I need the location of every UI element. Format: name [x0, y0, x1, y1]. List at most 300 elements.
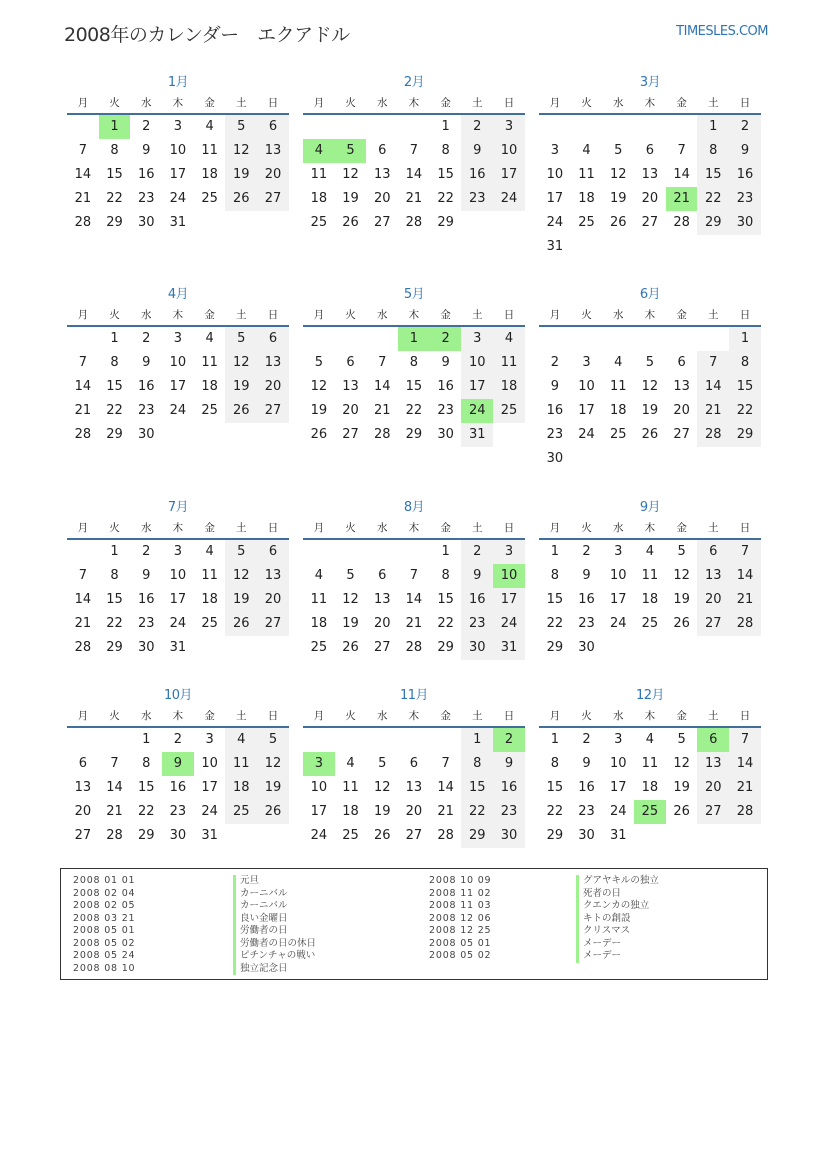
- day-cell: 11: [225, 752, 257, 776]
- day-cell: 8: [110, 355, 119, 370]
- day-cell: 12: [310, 379, 328, 394]
- day-grid: [539, 327, 761, 471]
- empty-cell: [634, 327, 666, 351]
- day-cell: 24: [461, 399, 493, 423]
- day-cell: 13: [257, 564, 289, 588]
- day-cell: 16: [137, 379, 155, 394]
- day-cell: 23: [578, 616, 595, 631]
- day-cell: 22: [546, 616, 564, 631]
- day-cell: 9: [729, 139, 761, 163]
- day-cell: 27: [257, 612, 289, 636]
- weekday-label: 日: [503, 97, 515, 109]
- day-cell: 5: [378, 756, 387, 771]
- day-cell: 27: [373, 215, 391, 230]
- holiday-date: 2008 05 01: [73, 925, 136, 936]
- empty-cell: [366, 540, 398, 564]
- holiday-date: 2008 11 02: [429, 887, 492, 899]
- day-cell: 3: [493, 540, 525, 564]
- day-cell: 10: [609, 568, 627, 583]
- empty-cell: [303, 115, 335, 139]
- empty-cell: [666, 824, 698, 848]
- day-cell: 8: [550, 756, 559, 771]
- weekday-label: 金: [204, 522, 215, 534]
- day-cell: 20: [373, 191, 391, 206]
- weekday-label: 金: [676, 97, 687, 109]
- day-cell: 16: [546, 403, 564, 418]
- day-cell: 28: [106, 828, 123, 843]
- day-cell: 6: [409, 756, 419, 771]
- empty-cell: [602, 115, 634, 139]
- day-cell: 29: [106, 640, 123, 655]
- weekday-label: 日: [739, 309, 751, 321]
- day-cell: 13: [641, 167, 659, 182]
- day-cell: 4: [645, 544, 655, 559]
- day-cell: 12: [609, 167, 627, 182]
- day-cell: 3: [303, 752, 335, 776]
- day-cell: 11: [201, 355, 218, 370]
- day-cell: 4: [346, 756, 355, 771]
- day-cell: 28: [74, 215, 92, 230]
- day-cell: 30: [729, 211, 761, 235]
- empty-cell: [634, 235, 666, 259]
- holiday-date: 2008 05 01: [429, 937, 492, 949]
- weekday-label: 木: [408, 309, 420, 321]
- empty-cell: [430, 728, 462, 752]
- empty-cell: [697, 235, 729, 259]
- day-cell: 24: [493, 612, 525, 636]
- month-name: 9月: [639, 500, 661, 515]
- day-cell: 19: [225, 588, 257, 612]
- day-cell: 23: [493, 800, 525, 824]
- day-cell: 22: [405, 403, 423, 418]
- day-cell: 29: [461, 824, 493, 848]
- month-calendar: [67, 283, 289, 447]
- day-cell: 30: [546, 451, 564, 466]
- day-cell: 18: [201, 592, 218, 607]
- day-cell: 12: [673, 756, 690, 771]
- weekday-label: 日: [503, 710, 515, 722]
- day-cell: 25: [310, 640, 328, 655]
- day-cell: 20: [257, 163, 289, 187]
- day-cell: 9: [582, 756, 591, 771]
- day-cell: 26: [373, 828, 391, 843]
- day-grid: [67, 115, 289, 235]
- weekday-label: 土: [236, 97, 247, 109]
- day-cell: 20: [373, 616, 391, 631]
- day-cell: 27: [405, 828, 423, 843]
- day-cell: 4: [314, 568, 323, 583]
- empty-cell: [697, 327, 729, 351]
- weekday-label: 水: [612, 522, 624, 534]
- day-cell: 28: [729, 612, 761, 636]
- weekday-label: 金: [440, 522, 451, 534]
- empty-cell: [303, 540, 335, 564]
- day-cell: 9: [582, 568, 591, 583]
- day-cell: 14: [373, 379, 391, 394]
- day-cell: 12: [225, 564, 257, 588]
- weekday-label: 木: [408, 522, 420, 534]
- day-cell: 19: [342, 191, 359, 206]
- weekday-label: 日: [739, 710, 751, 722]
- day-cell: 20: [697, 588, 729, 612]
- day-cell: 16: [169, 780, 187, 795]
- day-cell: 17: [169, 379, 187, 394]
- weekday-label: 水: [612, 710, 624, 722]
- month-calendar: [303, 283, 525, 447]
- month-name: 2月: [403, 75, 425, 90]
- day-cell: 20: [673, 403, 690, 418]
- day-cell: 28: [437, 828, 454, 843]
- holiday-date: 2008 11 03: [429, 900, 492, 911]
- holiday-date: 2008 01 01: [73, 875, 136, 886]
- day-cell: 15: [106, 167, 123, 182]
- day-cell: 22: [546, 804, 564, 819]
- day-cell: 15: [405, 379, 423, 394]
- month-name: 5月: [403, 287, 425, 302]
- weekday-label: 水: [376, 309, 388, 321]
- holiday-name: クエンカの独立: [576, 900, 659, 913]
- day-cell: 8: [441, 568, 450, 583]
- day-cell: 29: [546, 828, 564, 843]
- day-cell: 25: [578, 215, 595, 230]
- empty-cell: [257, 423, 289, 447]
- day-cell: 11: [609, 379, 627, 394]
- empty-cell: [225, 423, 257, 447]
- day-cell: 25: [634, 800, 666, 824]
- day-cell: 27: [673, 427, 690, 442]
- empty-cell: [729, 636, 761, 660]
- holiday-date: 2008 05 24: [73, 950, 136, 961]
- day-cell: 16: [461, 588, 493, 612]
- empty-cell: [634, 447, 666, 471]
- weekday-label: 月: [77, 309, 89, 321]
- day-cell: 9: [162, 752, 194, 776]
- month-calendar: [67, 71, 289, 235]
- holiday-name: 死者の日: [576, 888, 659, 901]
- empty-cell: [67, 115, 99, 139]
- day-cell: 20: [257, 375, 289, 399]
- day-cell: 18: [641, 592, 659, 607]
- day-cell: 14: [697, 375, 729, 399]
- day-cell: 17: [201, 780, 218, 795]
- day-cell: 11: [201, 568, 218, 583]
- day-cell: 10: [546, 167, 564, 182]
- weekday-header: [303, 708, 525, 728]
- day-cell: 5: [645, 355, 655, 370]
- day-grid: [67, 327, 289, 447]
- weekday-label: 火: [109, 522, 120, 534]
- weekday-label: 水: [140, 309, 152, 321]
- day-cell: 4: [493, 327, 525, 351]
- day-cell: 23: [137, 191, 155, 206]
- day-cell: 29: [729, 423, 761, 447]
- holiday-name: クリスマス: [576, 925, 659, 938]
- day-cell: 26: [342, 215, 359, 230]
- holiday-name: 労働者の日の休日: [233, 938, 316, 951]
- empty-cell: [303, 327, 335, 351]
- day-cell: 25: [609, 427, 627, 442]
- day-cell: 7: [110, 756, 119, 771]
- weekday-label: 水: [376, 522, 388, 534]
- month-name: 8月: [403, 500, 425, 515]
- month-calendar: [303, 496, 525, 660]
- day-cell: 5: [677, 732, 686, 747]
- day-cell: 14: [673, 167, 690, 182]
- day-cell: 5: [677, 544, 686, 559]
- day-cell: 1: [142, 732, 151, 747]
- day-cell: 3: [582, 355, 591, 370]
- day-cell: 19: [373, 804, 391, 819]
- weekday-label: 月: [313, 309, 325, 321]
- empty-cell: [697, 636, 729, 660]
- day-cell: 21: [74, 616, 92, 631]
- day-cell: 29: [437, 215, 454, 230]
- day-cell: 1: [110, 331, 119, 346]
- day-cell: 1: [441, 119, 450, 134]
- day-cell: 31: [169, 640, 187, 655]
- day-cell: 15: [106, 379, 123, 394]
- day-cell: 2: [493, 728, 525, 752]
- day-cell: 19: [342, 616, 359, 631]
- day-cell: 19: [673, 780, 690, 795]
- day-cell: 23: [137, 616, 155, 631]
- day-cell: 5: [225, 540, 257, 564]
- day-grid: [303, 115, 525, 235]
- weekday-label: 水: [376, 97, 388, 109]
- day-cell: 10: [493, 139, 525, 163]
- day-cell: 30: [578, 640, 595, 655]
- day-cell: 7: [78, 355, 87, 370]
- weekday-label: 土: [708, 309, 719, 321]
- day-cell: 12: [225, 139, 257, 163]
- weekday-label: 金: [204, 309, 215, 321]
- weekday-label: 月: [77, 522, 89, 534]
- day-cell: 8: [110, 568, 119, 583]
- day-cell: 26: [225, 612, 257, 636]
- day-cell: 11: [493, 351, 525, 375]
- empty-cell: [99, 728, 131, 752]
- day-cell: 19: [225, 163, 257, 187]
- day-cell: 4: [205, 544, 214, 559]
- day-cell: 21: [373, 403, 391, 418]
- month-name: 6月: [639, 287, 661, 302]
- holiday-date: 2008 05 02: [73, 937, 136, 949]
- day-cell: 21: [74, 191, 92, 206]
- day-cell: 21: [729, 588, 761, 612]
- weekday-label: 日: [503, 309, 515, 321]
- holiday-date: 2008 02 04: [73, 887, 136, 899]
- day-cell: 4: [205, 119, 214, 134]
- day-cell: 8: [441, 143, 450, 158]
- day-cell: 15: [437, 592, 454, 607]
- day-cell: 10: [169, 143, 187, 158]
- day-cell: 7: [78, 568, 87, 583]
- empty-cell: [634, 115, 666, 139]
- day-cell: 10: [461, 351, 493, 375]
- day-cell: 8: [461, 752, 493, 776]
- day-cell: 11: [641, 756, 659, 771]
- empty-cell: [303, 728, 335, 752]
- day-cell: 17: [169, 167, 187, 182]
- day-cell: 17: [169, 592, 187, 607]
- day-cell: 31: [546, 239, 564, 254]
- empty-cell: [602, 327, 634, 351]
- day-cell: 28: [74, 640, 92, 655]
- day-cell: 26: [225, 399, 257, 423]
- empty-cell: [398, 115, 430, 139]
- day-cell: 11: [342, 780, 359, 795]
- weekday-label: 木: [172, 522, 184, 534]
- day-cell: 10: [578, 379, 595, 394]
- day-cell: 1: [398, 327, 430, 351]
- weekday-label: 金: [676, 309, 687, 321]
- weekday-label: 木: [644, 522, 656, 534]
- day-cell: 19: [257, 776, 289, 800]
- empty-cell: [697, 824, 729, 848]
- day-cell: 10: [310, 780, 328, 795]
- day-cell: 5: [346, 568, 355, 583]
- day-cell: 6: [346, 355, 355, 370]
- day-cell: 1: [110, 544, 119, 559]
- day-cell: 16: [578, 592, 595, 607]
- empty-cell: [257, 636, 289, 660]
- day-cell: 3: [205, 732, 214, 747]
- day-cell: 25: [201, 616, 218, 631]
- holiday-dates-col2: [429, 875, 491, 963]
- empty-cell: [666, 115, 698, 139]
- day-cell: 12: [342, 592, 359, 607]
- day-cell: 23: [137, 403, 155, 418]
- day-cell: 5: [614, 143, 623, 158]
- weekday-label: 水: [140, 522, 152, 534]
- weekday-label: 月: [549, 309, 561, 321]
- weekday-header: [539, 520, 761, 540]
- empty-cell: [225, 636, 257, 660]
- day-cell: 25: [201, 403, 218, 418]
- day-cell: 27: [641, 215, 659, 230]
- holiday-name: メーデー: [576, 950, 659, 963]
- day-cell: 10: [201, 756, 218, 771]
- day-cell: 7: [729, 728, 761, 752]
- weekday-label: 土: [708, 522, 719, 534]
- day-cell: 19: [641, 403, 659, 418]
- weekday-label: 月: [77, 97, 89, 109]
- weekday-label: 火: [581, 710, 592, 722]
- day-cell: 1: [697, 115, 729, 139]
- day-cell: 13: [373, 592, 391, 607]
- day-cell: 18: [578, 191, 595, 206]
- weekday-label: 木: [408, 97, 420, 109]
- day-cell: 24: [169, 191, 187, 206]
- weekday-label: 金: [676, 710, 687, 722]
- day-cell: 18: [310, 616, 328, 631]
- day-cell: 26: [225, 187, 257, 211]
- day-cell: 8: [409, 355, 419, 370]
- day-cell: 3: [173, 544, 183, 559]
- day-cell: 20: [74, 804, 92, 819]
- day-cell: 8: [729, 351, 761, 375]
- day-cell: 22: [106, 403, 123, 418]
- day-cell: 13: [373, 167, 391, 182]
- day-cell: 22: [697, 187, 729, 211]
- weekday-label: 火: [345, 309, 356, 321]
- day-cell: 29: [546, 640, 564, 655]
- day-cell: 9: [493, 752, 525, 776]
- day-cell: 22: [437, 191, 454, 206]
- day-cell: 27: [697, 612, 729, 636]
- holiday-date: 2008 08 10: [73, 962, 136, 974]
- month-calendar: [303, 684, 525, 848]
- day-cell: 11: [201, 143, 218, 158]
- day-cell: 29: [437, 640, 454, 655]
- day-cell: 15: [437, 167, 454, 182]
- day-cell: 7: [378, 355, 387, 370]
- day-cell: 24: [609, 804, 627, 819]
- day-cell: 3: [614, 732, 623, 747]
- day-cell: 1: [99, 115, 131, 139]
- weekday-label: 木: [172, 710, 184, 722]
- day-cell: 26: [641, 427, 659, 442]
- day-cell: 16: [729, 163, 761, 187]
- day-cell: 23: [461, 187, 493, 211]
- empty-cell: [67, 540, 99, 564]
- day-grid: [303, 540, 525, 660]
- holiday-name: 労働者の日: [233, 925, 316, 938]
- day-cell: 23: [546, 427, 564, 442]
- empty-cell: [539, 115, 571, 139]
- day-cell: 3: [550, 143, 559, 158]
- empty-cell: [571, 115, 603, 139]
- day-cell: 7: [441, 756, 450, 771]
- day-cell: 7: [677, 143, 686, 158]
- day-cell: 24: [546, 215, 564, 230]
- day-cell: 15: [137, 780, 155, 795]
- weekday-label: 火: [109, 309, 120, 321]
- day-cell: 4: [303, 139, 335, 163]
- day-cell: 22: [137, 804, 155, 819]
- day-cell: 19: [673, 592, 690, 607]
- weekday-label: 火: [345, 97, 356, 109]
- empty-cell: [729, 447, 761, 471]
- day-cell: 16: [137, 592, 155, 607]
- day-cell: 18: [609, 403, 627, 418]
- day-grid: [539, 540, 761, 660]
- day-cell: 28: [729, 800, 761, 824]
- day-cell: 14: [405, 592, 423, 607]
- empty-cell: [493, 211, 525, 235]
- day-cell: 24: [310, 828, 328, 843]
- day-cell: 15: [461, 776, 493, 800]
- day-cell: 23: [437, 403, 454, 418]
- day-cell: 16: [578, 780, 595, 795]
- day-cell: 2: [173, 732, 183, 747]
- day-cell: 29: [106, 427, 123, 442]
- day-cell: 3: [461, 327, 493, 351]
- day-cell: 13: [74, 780, 92, 795]
- day-cell: 10: [169, 355, 187, 370]
- day-cell: 8: [142, 756, 151, 771]
- weekday-label: 水: [140, 710, 152, 722]
- day-cell: 4: [614, 355, 623, 370]
- holiday-names-col2: [576, 875, 659, 963]
- day-cell: 16: [493, 776, 525, 800]
- month-name: 7月: [167, 500, 189, 515]
- day-cell: 4: [582, 143, 591, 158]
- weekday-header: [67, 708, 289, 728]
- day-cell: 9: [142, 568, 151, 583]
- weekday-label: 木: [172, 309, 184, 321]
- weekday-header: [67, 307, 289, 327]
